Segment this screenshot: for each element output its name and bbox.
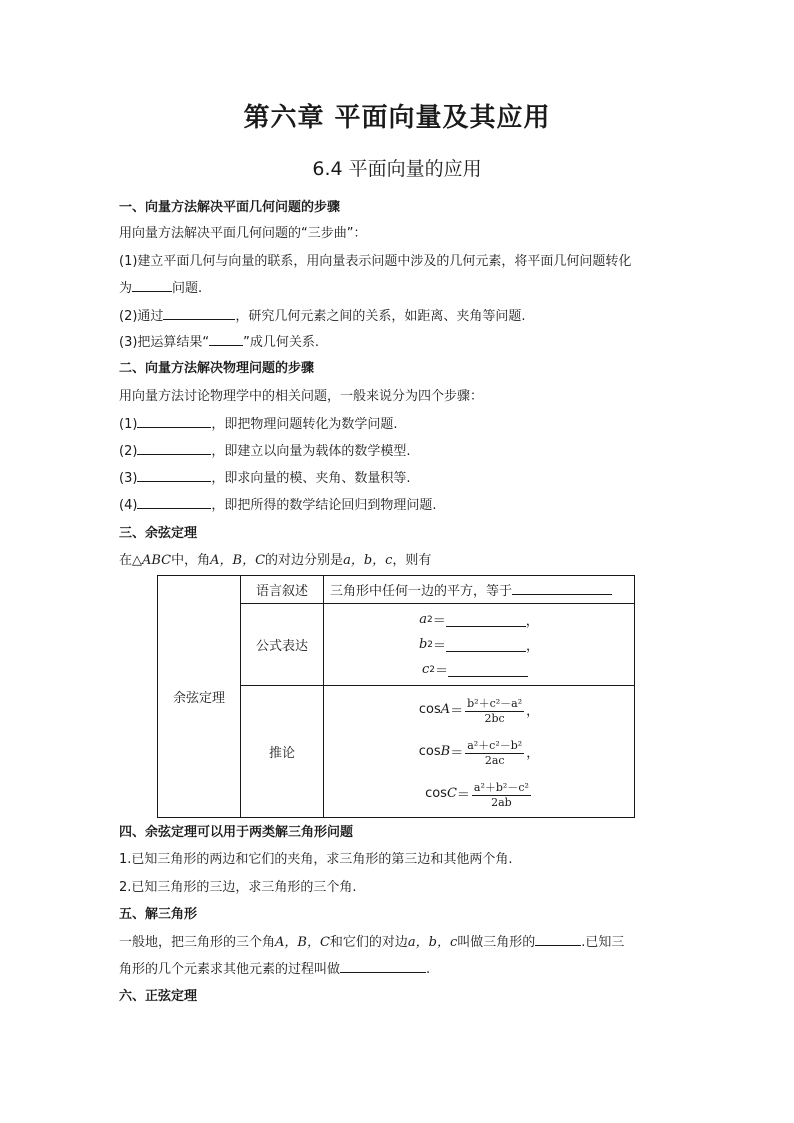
fraction-denominator: 2ab: [491, 795, 512, 809]
section-heading-2: 二、向量方法解决物理问题的步骤: [119, 361, 315, 376]
text-fragment: (3)把运算结果“: [119, 335, 210, 350]
section-heading-6: 六、正弦定理: [119, 989, 198, 1004]
step-text: ，即求向量的模、夹角、数量积等.: [211, 471, 411, 486]
cos-fn: cos: [418, 744, 441, 759]
table-main-label: 余弦定理: [158, 576, 241, 818]
cos-end: ，: [526, 746, 540, 761]
step-number: (2): [119, 444, 138, 459]
fill-blank: [535, 932, 581, 946]
section-1-step1-line1: (1)建立平面几何与向量的联系，用向量表示问题中涉及的几何元素，将平面几何问题转化: [119, 254, 632, 269]
fill-blank: [209, 332, 243, 346]
formula-line: b 2 ＝ ，: [418, 637, 540, 654]
step-text: ，即把所得的数学结论回归到物理问题.: [211, 498, 437, 513]
section-heading-1: 一、向量方法解决平面几何问题的步骤: [119, 200, 341, 215]
section-heading-3: 三、余弦定理: [119, 526, 198, 541]
fill-blank: [137, 414, 211, 428]
formula-end: ，: [526, 639, 540, 654]
text-fragment: 三角形中任何一边的平方，等于: [330, 584, 513, 599]
formula-line: a 2 ＝ ，: [419, 612, 539, 629]
fill-blank: [446, 613, 526, 627]
section-5-line1: [119, 931, 624, 950]
cos-end: ，: [526, 704, 540, 719]
section-2-step: [119, 494, 437, 513]
step-text: ，即把物理问题转化为数学问题.: [211, 417, 398, 432]
text-fragment: 和它们的对边: [329, 935, 408, 950]
formula-var: a: [419, 612, 427, 627]
section-4-item: 1.已知三角形的两边和它们的夹角，求三角形的第三边和其他两个角.: [119, 852, 513, 867]
text-fragment: 叫做三角形的: [457, 935, 536, 950]
fraction-numerator: b²＋c²－a²: [467, 696, 523, 710]
text-fragment: ，则有: [392, 553, 432, 568]
step-number: (4): [119, 498, 138, 513]
side-names: a，b，c: [343, 553, 393, 568]
fill-blank: [448, 663, 528, 677]
step-number: (3): [119, 471, 138, 486]
angle-names: A，B，C: [275, 935, 330, 950]
section-title: 6.4 平面向量的应用: [312, 158, 482, 180]
corollary-line: [324, 731, 634, 773]
formula-eq: ＝: [435, 664, 449, 679]
formula-var: c: [421, 662, 430, 677]
cos-eq: ＝: [450, 704, 464, 719]
formula-cell: [324, 604, 635, 686]
section-heading-4: 四、余弦定理可以用于两类解三角形问题: [119, 825, 354, 840]
text-fragment: .已知三: [581, 935, 625, 950]
fill-blank: [137, 468, 211, 482]
formula-var: b: [418, 637, 428, 652]
section-1-step3: [119, 331, 319, 350]
text-fragment: ，研究几何元素之间的关系，如距离、夹角等问题.: [235, 309, 526, 324]
fill-blank: [512, 581, 612, 595]
text-fragment: 角形的几个元素求其他元素的过程叫做: [119, 962, 341, 977]
formula-eq: ＝: [433, 639, 447, 654]
cos-angle: B: [440, 744, 451, 759]
section-2-step: [119, 440, 411, 459]
law-of-cosines-table: [157, 575, 635, 818]
section-5-line2: [119, 958, 430, 977]
formula-eq: ＝: [432, 614, 446, 629]
text-fragment: ”成几何关系.: [243, 335, 320, 350]
text-fragment: 的对边分别是: [265, 553, 344, 568]
angle-names: A，B，C: [210, 553, 266, 568]
fraction-numerator: a²＋c²－b²: [467, 738, 523, 752]
table-row-label: 推论: [241, 686, 324, 818]
fraction: [465, 737, 524, 767]
fraction: [465, 695, 524, 725]
text-fragment: 为: [119, 281, 133, 296]
text-fragment: 在△: [119, 553, 142, 568]
section-4-item: 2.已知三角形的三边，求三角形的三个角.: [119, 880, 357, 895]
section-2-intro: 用向量方法讨论物理学中的相关问题，一般来说分为四个步骤：: [119, 389, 484, 404]
fill-blank: [446, 638, 526, 652]
fraction: [472, 779, 531, 809]
section-1-intro: 用向量方法解决平面几何问题的“三步曲”：: [119, 226, 367, 241]
section-2-step: [119, 467, 411, 486]
text-fragment: 中，角: [171, 553, 211, 568]
fill-blank: [137, 495, 211, 509]
text-fragment: 一般地，把三角形的三个角: [119, 935, 276, 950]
section-1-step2: [119, 305, 526, 324]
chapter-title: 第六章 平面向量及其应用: [243, 103, 551, 133]
triangle-name: ABC: [142, 553, 172, 568]
fill-blank: [137, 441, 211, 455]
fraction-denominator: 2ac: [484, 753, 505, 767]
table-row-label: 语言叙述: [241, 576, 324, 604]
step-text: ，即建立以向量为载体的数学模型.: [211, 444, 411, 459]
section-1-step1-line2: [119, 277, 202, 296]
fill-blank: [163, 306, 235, 320]
formula-line: c 2 ＝: [324, 657, 634, 682]
fill-blank: [340, 959, 426, 973]
cos-eq: ＝: [456, 788, 470, 803]
corollary-line: [324, 689, 634, 731]
cos-fn: cos: [425, 786, 447, 801]
fill-blank: [132, 278, 172, 292]
section-heading-5: 五、解三角形: [119, 907, 198, 922]
corollary-line: [324, 773, 634, 815]
fraction-numerator: a²＋b²－c²: [473, 780, 529, 794]
table-row-label: 公式表达: [241, 604, 324, 686]
section-3-intro: [119, 549, 431, 568]
verbal-statement: [324, 576, 635, 604]
cos-fn: cos: [418, 702, 441, 717]
cos-angle: A: [440, 702, 451, 717]
text-fragment: (2)通过: [119, 309, 164, 324]
fraction-denominator: 2bc: [484, 711, 505, 725]
cos-eq: ＝: [450, 746, 464, 761]
text-fragment: 问题.: [172, 281, 203, 296]
section-2-step: [119, 413, 398, 432]
side-names: a，b，c: [407, 935, 458, 950]
corollary-cell: [324, 686, 635, 818]
cos-angle: C: [446, 786, 457, 801]
step-number: (1): [119, 417, 138, 432]
text-fragment: .: [426, 962, 431, 977]
formula-end: ，: [525, 614, 539, 629]
